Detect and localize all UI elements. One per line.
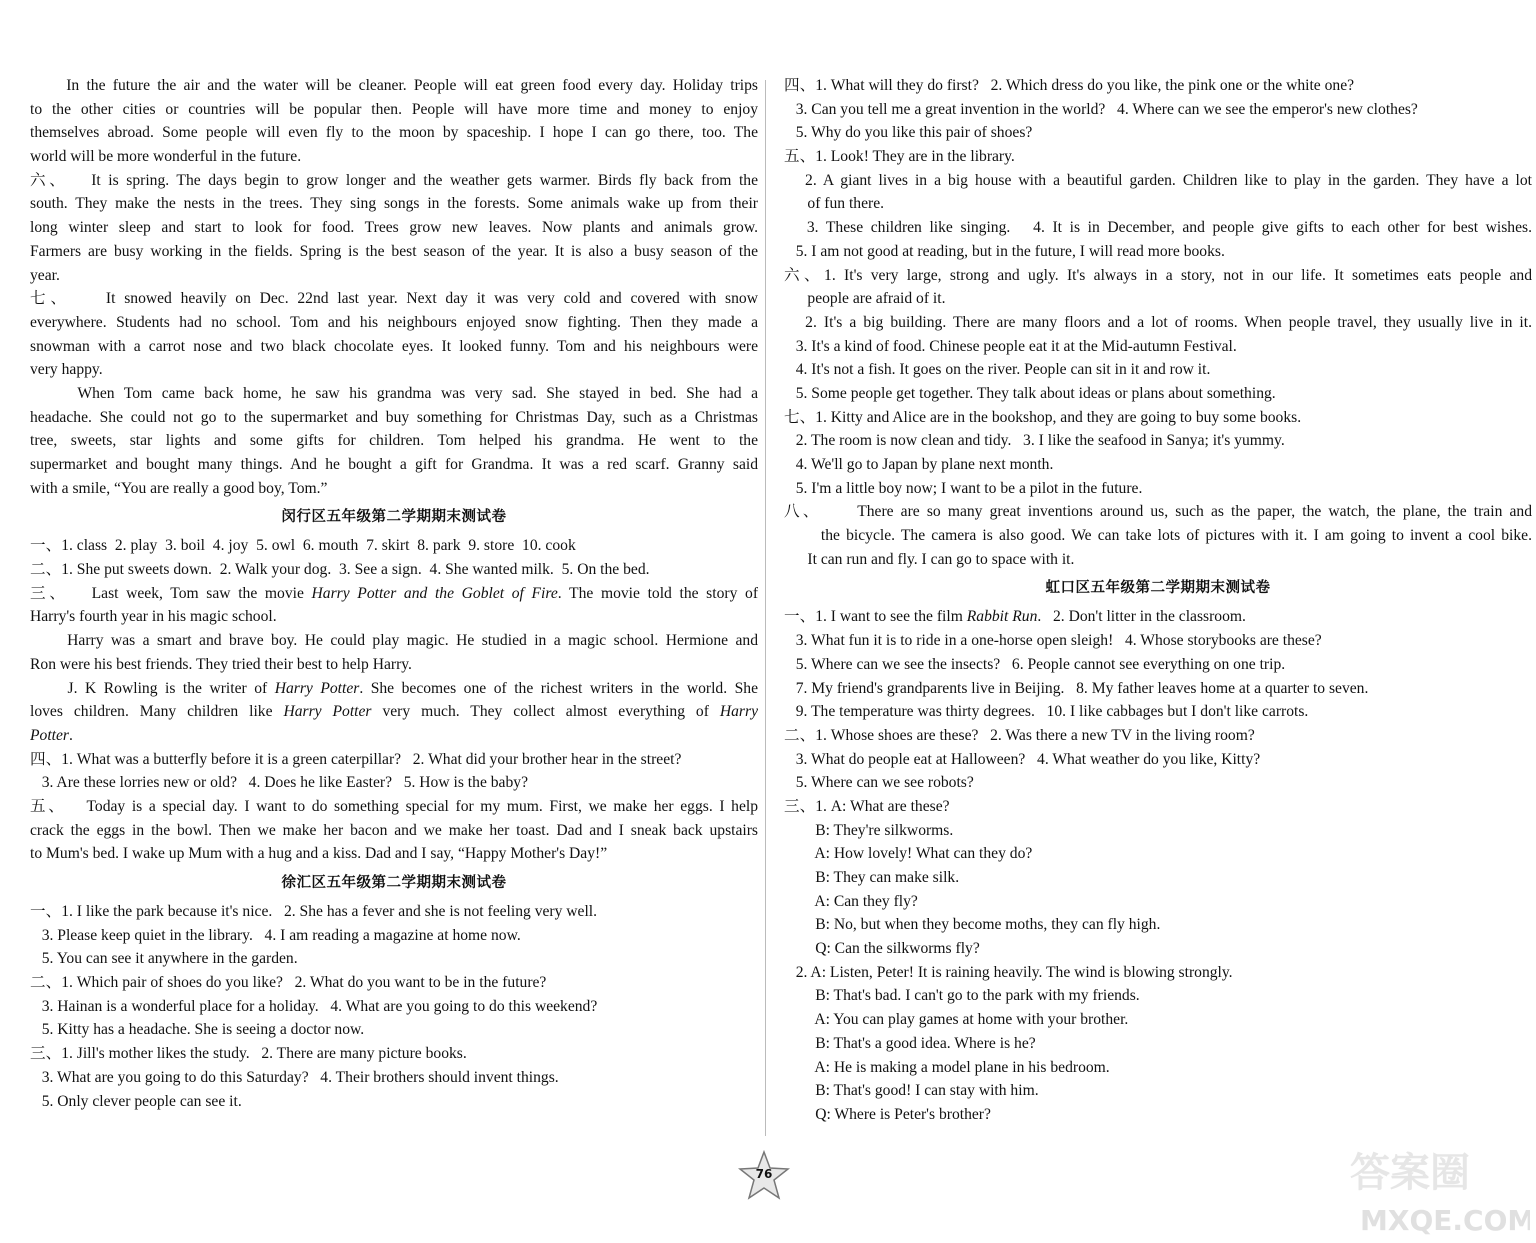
text-line: 三、 Last week, Tom saw the movie Harry Potter and the Goblet of Fire. The movie told the story of bbox=[30, 584, 758, 602]
text-line: 七、1. Kitty and Alice are in the bookshop, and they are going to buy some books. bbox=[784, 408, 1302, 426]
text-line: 5. Where can we see the insects? 6. People cannot see everything on one trip. bbox=[784, 655, 1286, 673]
section-heading: 徐汇区五年级第二学期期末测试卷 bbox=[281, 875, 507, 891]
text-line: A: He is making a model plane in his bedroom. bbox=[784, 1058, 1110, 1076]
text-line: 3. Can you tell me a great invention in the world? 4. Where can we see the emperor's new clothes? bbox=[784, 100, 1418, 118]
text-line: world will be more wonderful in the future. bbox=[30, 148, 302, 166]
text-line: 3. Are these lorries new or old? 4. Does he like Easter? 5. How is the baby? bbox=[30, 774, 528, 792]
text-line: 2. It's a big building. There are many floors and a lot of rooms. When people travel, they usually live in it. bbox=[784, 313, 1532, 331]
text-line: year. bbox=[30, 266, 60, 284]
text-line: themselves abroad. Some people will even fly to the moon by spaceship. I hope I can go there, too. The bbox=[30, 124, 758, 142]
text-line: A: How lovely! What can they do? bbox=[784, 845, 1033, 863]
text-line: 二、1. Whose shoes are these? 2. Was there a new TV in the living room? bbox=[784, 726, 1255, 744]
text-line: 2. The room is now clean and tidy. 3. I like the seafood in Sanya; it's yummy. bbox=[784, 432, 1285, 450]
text-line: 5. Only clever people can see it. bbox=[30, 1092, 242, 1110]
text-line: supermarket and bought many things. And he bought a gift for Grandma. It was a red scarf. Granny said bbox=[30, 456, 758, 473]
text-line: 5. I'm a little boy now; I want to be a pilot in the future. bbox=[784, 479, 1143, 497]
text-line: 5. Kitty has a headache. She is seeing a doctor now. bbox=[30, 1021, 365, 1039]
text-line: crack the eggs in the bowl. Then we make her bacon and we make her toast. Dad and I sneak back upstairs bbox=[30, 821, 758, 839]
text-line: 3. Hainan is a wonderful place for a holiday. 4. What are you going to do this weekend? bbox=[30, 997, 598, 1015]
text-line: 六、 It is spring. The days begin to grow longer and the weather gets warmer. Birds fly back from the bbox=[30, 171, 758, 189]
text-line: 7. My friend's grandparents live in Beijing. 8. My father leaves home at a quarter to seven. bbox=[784, 679, 1369, 697]
text-line: B: That's a good idea. Where is he? bbox=[784, 1034, 1036, 1052]
text-line: 5. Some people get together. They talk about ideas or plans about something. bbox=[784, 384, 1276, 402]
text-line: 四、1. What will they do first? 2. Which dress do you like, the pink one or the white one? bbox=[784, 77, 1355, 94]
text-line: Harry was a smart and brave boy. He could play magic. He studied in a magic school. Hermione and bbox=[30, 632, 758, 650]
text-line: 一、1. class 2. play 3. boil 4. joy 5. owl 6. mouth 7. skirt 8. park 9. store 10. cook bbox=[30, 537, 576, 555]
text-line: 5. You can see it anywhere in the garden. bbox=[30, 950, 298, 968]
watermark bbox=[1330, 1138, 1530, 1238]
text-line: B: No, but when they become moths, they can fly high. bbox=[784, 916, 1161, 934]
text-line: B: They're silkworms. bbox=[784, 821, 954, 839]
text-line: 3. It's a kind of food. Chinese people eat it at the Mid-autumn Festival. bbox=[784, 337, 1237, 355]
watermark-text: MXQE.COM bbox=[1360, 1204, 1530, 1237]
text-line: long winter sleep and start to look for food. Trees grow new leaves. Now plants and animals grow. bbox=[30, 219, 758, 237]
text-line: 3. Please keep quiet in the library. 4. I am reading a magazine at home now. bbox=[30, 926, 521, 944]
text-line: with a smile, “You are really a good boy, Tom.” bbox=[30, 479, 328, 497]
text-line: the bicycle. The camera is also good. We can take lots of pictures with it. I am going to invent a cool bike. bbox=[784, 527, 1532, 545]
left-column bbox=[30, 74, 758, 1113]
text-line: 2. A: Listen, Peter! It is raining heavily. The wind is blowing strongly. bbox=[784, 963, 1233, 981]
text-line: 六、1. It's very large, strong and ugly. It's always in a story, not in our life. It sometimes eats people and bbox=[784, 266, 1532, 284]
text-line: A: You can play games at home with your brother. bbox=[784, 1011, 1129, 1029]
watermark-logo-icon bbox=[1330, 1138, 1530, 1238]
section-heading: 闵行区五年级第二学期期末测试卷 bbox=[281, 509, 507, 526]
text-line: 四、1. What was a butterfly before it is a green caterpillar? 2. What did your brother hear in the street? bbox=[30, 750, 682, 768]
text-line: headache. She could not go to the supermarket and buy something for Christmas Day, such as a Christmas bbox=[30, 408, 758, 426]
text-line: 3. What do people eat at Halloween? 4. What weather do you like, Kitty? bbox=[784, 750, 1261, 768]
text-line: everywhere. Students had no school. Tom and his neighbours enjoyed snow fighting. Then they made a bbox=[30, 313, 758, 331]
text-line: 3. What are you going to do this Saturday? 4. Their brothers should invent things. bbox=[30, 1068, 559, 1086]
column-divider bbox=[765, 80, 766, 1136]
text-line: to the other cities or countries will be popular then. People will have more time and money to enjoy bbox=[30, 100, 758, 118]
text-line: Q: Can the silkworms fly? bbox=[784, 940, 980, 958]
text-line: loves children. Many children like Harry Potter very much. They collect almost everything of Harry bbox=[30, 703, 758, 721]
text-line: 2. A giant lives in a big house with a beautiful garden. Children like to play in the garden. They have a lot bbox=[784, 171, 1532, 189]
text-line: 一、1. I want to see the film Rabbit Run. 2. Don't litter in the classroom. bbox=[784, 608, 1246, 626]
text-line: Q: Where is Peter's brother? bbox=[784, 1105, 991, 1123]
text-line: tree, sweets, star lights and some gifts for children. Tom helped his grandma. He went to the bbox=[30, 432, 758, 450]
text-line: When Tom came back home, he saw his grandma was very sad. She stayed in bed. She had a bbox=[30, 384, 758, 402]
text-line: people are afraid of it. bbox=[784, 290, 946, 308]
text-line: 9. The temperature was thirty degrees. 10. I like cabbages but I don't like carrots. bbox=[784, 703, 1309, 721]
watermark-logo-text: 答案圈 bbox=[1350, 1150, 1470, 1196]
text-line: 5. Where can we see robots? bbox=[784, 774, 974, 792]
text-line: 3. What fun it is to ride in a one-horse open sleigh! 4. Whose storybooks are these? bbox=[784, 632, 1322, 650]
text-line: Ron were his best friends. They tried their best to help Harry. bbox=[30, 655, 412, 673]
text-line: 3. These children like singing. 4. It is in December, and people give gifts to each other for best wishes. bbox=[784, 219, 1532, 237]
page-number: 76 bbox=[755, 1167, 773, 1181]
text-line: 三、1. Jill's mother likes the study. 2. There are many picture books. bbox=[30, 1045, 467, 1063]
text-line: south. They make the nests in the trees. They sing songs in the forests. Some animals wake up from their bbox=[30, 195, 758, 213]
text-line: 八、 There are so many great inventions around us, such as the paper, the watch, the plane, the train and bbox=[784, 503, 1532, 521]
text-line: 5. Why do you like this pair of shoes? bbox=[784, 124, 1033, 142]
text-line: It can run and fly. I can go to space with it. bbox=[784, 550, 1075, 568]
text-line: A: Can they fly? bbox=[784, 892, 918, 910]
text-line: 三、1. A: What are these? bbox=[784, 797, 950, 815]
text-line: B: That's good! I can stay with him. bbox=[784, 1082, 1039, 1100]
text-line: 5. I am not good at reading, but in the future, I will read more books. bbox=[784, 242, 1225, 260]
text-line: B: That's bad. I can't go to the park with my friends. bbox=[784, 987, 1140, 1005]
text-line: 七、 It snowed heavily on Dec. 22nd last year. Next day it was very cold and covered with snow bbox=[30, 290, 758, 308]
text-line: 二、1. She put sweets down. 2. Walk your dog. 3. See a sign. 4. She wanted milk. 5. On the bed. bbox=[30, 561, 650, 579]
text-line: Potter. bbox=[30, 726, 73, 744]
text-line: 五、1. Look! They are in the library. bbox=[784, 148, 1015, 166]
section-heading: 虹口区五年级第二学期期末测试卷 bbox=[1045, 580, 1271, 597]
text-line: snowman with a carrot nose and two black chocolate eyes. It looked funny. Tom and his neighbours were bbox=[30, 337, 758, 355]
text-line: 4. It's not a fish. It goes on the river. People can sit in it and row it. bbox=[784, 361, 1211, 379]
text-line: 4. We'll go to Japan by plane next month. bbox=[784, 456, 1054, 473]
text-line: Harry's fourth year in his magic school. bbox=[30, 608, 277, 626]
page-number-star bbox=[738, 1150, 790, 1202]
text-line: 一、1. I like the park because it's nice. 2. She has a fever and she is not feeling very well. bbox=[30, 903, 598, 920]
text-line: J. K Rowling is the writer of Harry Potter. She becomes one of the richest writers in the world. She bbox=[30, 679, 758, 697]
text-line: very happy. bbox=[30, 361, 103, 379]
text-line: 二、1. Which pair of shoes do you like? 2. What do you want to be in the future? bbox=[30, 974, 547, 992]
text-line: 五、 Today is a special day. I want to do something special for my mum. First, we make her eggs. I help bbox=[30, 797, 758, 815]
text-line: Farmers are busy working in the fields. Spring is the best season of the year. It is also a busy season of the bbox=[30, 242, 758, 260]
right-column bbox=[784, 74, 1532, 1127]
text-line: of fun there. bbox=[784, 195, 885, 213]
text-line: In the future the air and the water will be cleaner. People will eat green food every day. Holiday trips bbox=[30, 77, 758, 94]
text-line: to Mum's bed. I wake up Mum with a hug and a kiss. Dad and I say, “Happy Mother's Day!” bbox=[30, 845, 608, 863]
text-line: B: They can make silk. bbox=[784, 869, 960, 886]
